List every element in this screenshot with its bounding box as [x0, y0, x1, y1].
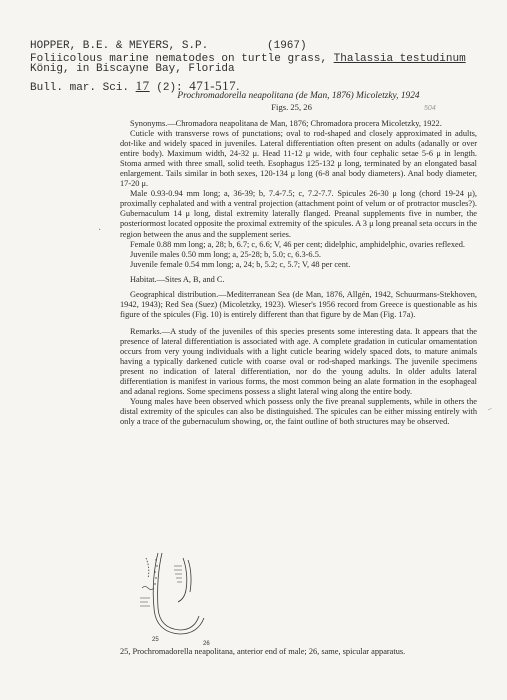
remarks-paragraph: Remarks.—A study of the juveniles of this species presents some interesting data. It appears that the presence of lateral differentiation is associated with age. A complete gradation in cuticular ornamentation occurs from very young individuals with a light cuticle bearing widely spaced dots, to mature animals having a typically darkened cuticle with coarse oval or rod-shaped markings. The juvenile specimens present no indication of lateral differentiation, nor do the young adults. In older adults lateral differentiation is manifest in various forms, the most common being an alate formation in the esophageal and adanal regions. Some specimens possess a slight lateral wing along the entire body. — [120, 326, 477, 397]
figure-label-25: 25 — [152, 637, 159, 643]
distribution-paragraph: Geographical distribution.—Mediterranean Sea (de Man, 1876, Allgén, 1942, Schuurmans-Stekhoven, 1942, 1943); Red Sea (Suez) (Micoletzky, 1923). Wieser's 1956 record from Greece is questionable as his figure of the spicules (Fig. 10) is entirely different than that figure by de Man (Fig. 17a). — [120, 289, 477, 319]
male-paragraph: Male 0.93-0.94 mm long; a, 36-39; b, 7.4-7.5; c, 7.2-7.7. Spicules 26-30 μ long (chord 19-24 μ), proximally cephalated and with a ventral projection (attachment point of velum or of protractor muscles?). Gubernaculum 14 μ long, distal extremity laterally flanged. Preanal supplements five in number, the posteriormost located opposite the proximal extremity of the spicules. A 3 μ long preanal seta occurs in the region between the anus and the supplement series. — [120, 189, 477, 239]
pencil-note: 504 — [424, 105, 436, 112]
citation-issue: (2): — [156, 82, 183, 94]
margin-dot: · — [98, 225, 102, 236]
article-body — [120, 91, 477, 427]
citation-pages: 471-517. — [189, 78, 240, 93]
species-title: Prochromadorella neapolitana (de Man, 1876) Micoletzky, 1924 — [177, 91, 420, 101]
figure-reference — [120, 102, 477, 114]
remarks-continued-paragraph: Young males have been observed which possess only the five preanal supplements, while in others the distal extremity of the spicules can also be distinguished. The spicules can be either missing entirely with only a trace of the gubernaculum showing, or, the faint outline of both structures may be observed. — [120, 397, 477, 427]
citation-journal: Bull. mar. Sci. — [30, 82, 130, 94]
citation-title-taxon: Thalassia testudinum — [333, 53, 466, 65]
nematode-outline-inner — [158, 553, 180, 630]
citation-authors-line — [30, 40, 307, 52]
figure-illustration — [128, 548, 228, 648]
female-paragraph: Female 0.88 mm long; a, 28; b, 6.7; c, 6.6; V, 46 per cent; didelphic, amphidelphic, ovaries reflexed. — [130, 239, 465, 249]
juvenile-female-paragraph: Juvenile female 0.54 mm long; a, 24; b, 5.2; c, 5.7; V, 48 per cent. — [130, 259, 351, 269]
description-paragraph: Cuticle with transverse rows of punctations; oval to rod-shaped and closely approximated in adults, dot-like and widely spaced in juveniles. Lateral differentiation often present on adults (adanally or over entire body). Maximum width, 24-32 μ. Head 11-12 μ wide, with four cephalic setae 5-6 μ in length. Stoma armed with three small, solid teeth. Esophagus 125-132 μ long, terminated by an elongated basal enlargement. Tails similar in both sexes, 120-134 μ long (6-8 anal body diameters). Anal body diameter, 17-20 μ. — [120, 129, 477, 189]
habitat-paragraph: Habitat.—Sites A, B, and C. — [130, 274, 225, 284]
citation-title-end: König, in Biscayne Bay, Florida — [30, 63, 235, 75]
citation-year: (1967) — [267, 40, 307, 52]
juvenile-male-paragraph: Juvenile males 0.50 mm long; a, 25-28; b, 5.0; c, 6.3-6.5. — [130, 249, 321, 259]
spicule-outline — [178, 558, 187, 602]
figure-reference-text: Figs. 25, 26 — [271, 102, 312, 112]
figure-label-26: 26 — [203, 641, 210, 647]
citation-volume: 17 — [135, 78, 150, 93]
citation-authors: HOPPER, B.E. & MEYERS, S.P. — [30, 40, 209, 52]
synonyms-paragraph: Synonyms.—Chromadora neapolitana de Man, 1876; Chromadora procera Micoletzky, 1922. — [130, 119, 442, 128]
margin-tick: ⁻ — [486, 405, 496, 418]
citation-title-start: Foliicolous marine nematodes on turtle grass, — [30, 53, 334, 65]
figure-caption: 25, Prochromadorella neapolitana, anterior end of male; 26, same, spicular apparatus. — [120, 647, 406, 656]
